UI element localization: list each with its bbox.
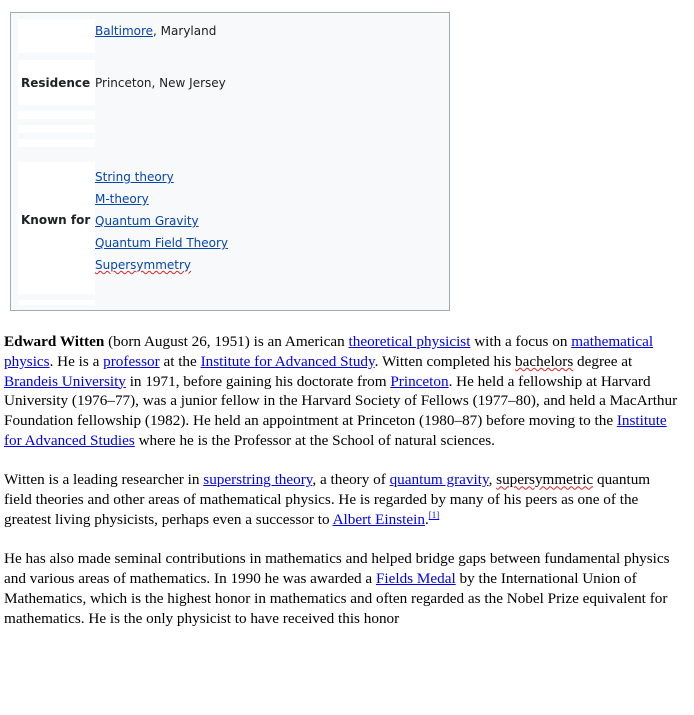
known-for-string-theory-link[interactable]: String theory (95, 170, 174, 184)
link-professor[interactable]: professor (103, 352, 160, 370)
link-fields-medal[interactable]: Fields Medal (375, 570, 456, 588)
text: where he is the Professor at the School of natural sciences. (134, 431, 495, 449)
link-brandeis-university[interactable]: Brandeis University (4, 372, 126, 390)
text: by the International Union of Mathematics, which is the highest honor in mathematics and often regarded as the Nobel Prize equivalent for mathematics. He is the only physicist to have received this honor (4, 570, 668, 627)
link-superstring-theory[interactable]: superstring theory (203, 471, 313, 489)
text: at the (159, 352, 201, 370)
infobox-birthplace (95, 24, 216, 38)
link-theoretical-physicist[interactable]: theoretical physicist (348, 333, 471, 350)
text: . He held a fellowship at Harvard University (1976–77), was a junior fellow in the Harvard Society of Fellows (1977–80), and held a MacArthur Foundation fellowship (1982). He held an appointment at Princeton (1980–87) before moving to the (4, 372, 678, 430)
infobox-empty-cell (18, 125, 95, 133)
known-for-quantum-field-theory-link[interactable]: Quantum Field Theory (95, 236, 229, 250)
known-for-list (95, 169, 228, 279)
link-institute-for-advanced-study[interactable]: Institute for Advanced Study (200, 352, 375, 370)
link-albert-einstein[interactable]: Albert Einstein (332, 510, 425, 528)
birthplace-rest: , Maryland (153, 24, 217, 38)
subject-name: Edward Witten (4, 333, 105, 350)
text: degree at (573, 352, 633, 370)
text: in 1971, before gaining his doctorate from (125, 372, 391, 390)
link-princeton[interactable]: Princeton (390, 372, 449, 390)
link-mathematical-physics[interactable]: mathematical physics (4, 333, 654, 370)
link-quantum-gravity[interactable]: quantum gravity (389, 471, 489, 489)
birthplace-link[interactable]: Baltimore (95, 24, 154, 38)
text: with a focus on (470, 333, 572, 350)
paragraph-mathematics (4, 549, 680, 628)
text: , a theory of (312, 471, 390, 489)
spellcheck-word: bachelors (515, 352, 574, 370)
text: , (488, 471, 497, 489)
text: . (424, 510, 429, 528)
text: quantum field theories and other areas of mathematical physics. He is regarded by many of his peers as one of the greatest living physicists, perhaps even a successor to (4, 471, 651, 528)
text: . He is a (49, 352, 104, 370)
text: Witten is a leading researcher in (4, 471, 204, 489)
text: He has also made seminal contributions in mathematics and helped bridge gaps between fundamental physics and various areas of mathematics. In 1990 he was awarded a (4, 550, 670, 588)
paragraph-research (4, 470, 680, 529)
citation-link[interactable]: [1] (428, 509, 440, 520)
link-institute-for-advanced-studies[interactable]: Institute for Advanced Studies (4, 412, 667, 449)
residence-value: Princeton, New Jersey (95, 76, 226, 90)
infobox-empty-cell (18, 139, 95, 147)
text: (born August 26, 1951) is an American (104, 333, 349, 350)
spellcheck-word: supersymmetric (496, 471, 594, 489)
infobox-label-cell (18, 19, 95, 53)
infobox-label-cell (18, 162, 95, 294)
infobox (10, 12, 450, 311)
residence-label: Residence (21, 76, 91, 90)
known-for-supersymmetry-link[interactable]: Supersymmetry (95, 258, 192, 272)
infobox-empty-cell (18, 300, 95, 305)
known-for-m-theory-link[interactable]: M-theory (95, 192, 149, 206)
paragraph-intro (4, 332, 680, 451)
infobox-empty-cell (18, 111, 95, 119)
text: . Witten completed his (374, 352, 516, 370)
article-body (4, 332, 680, 648)
known-for-quantum-gravity-link[interactable]: Quantum Gravity (95, 214, 199, 228)
known-for-label: Known for (21, 213, 91, 227)
